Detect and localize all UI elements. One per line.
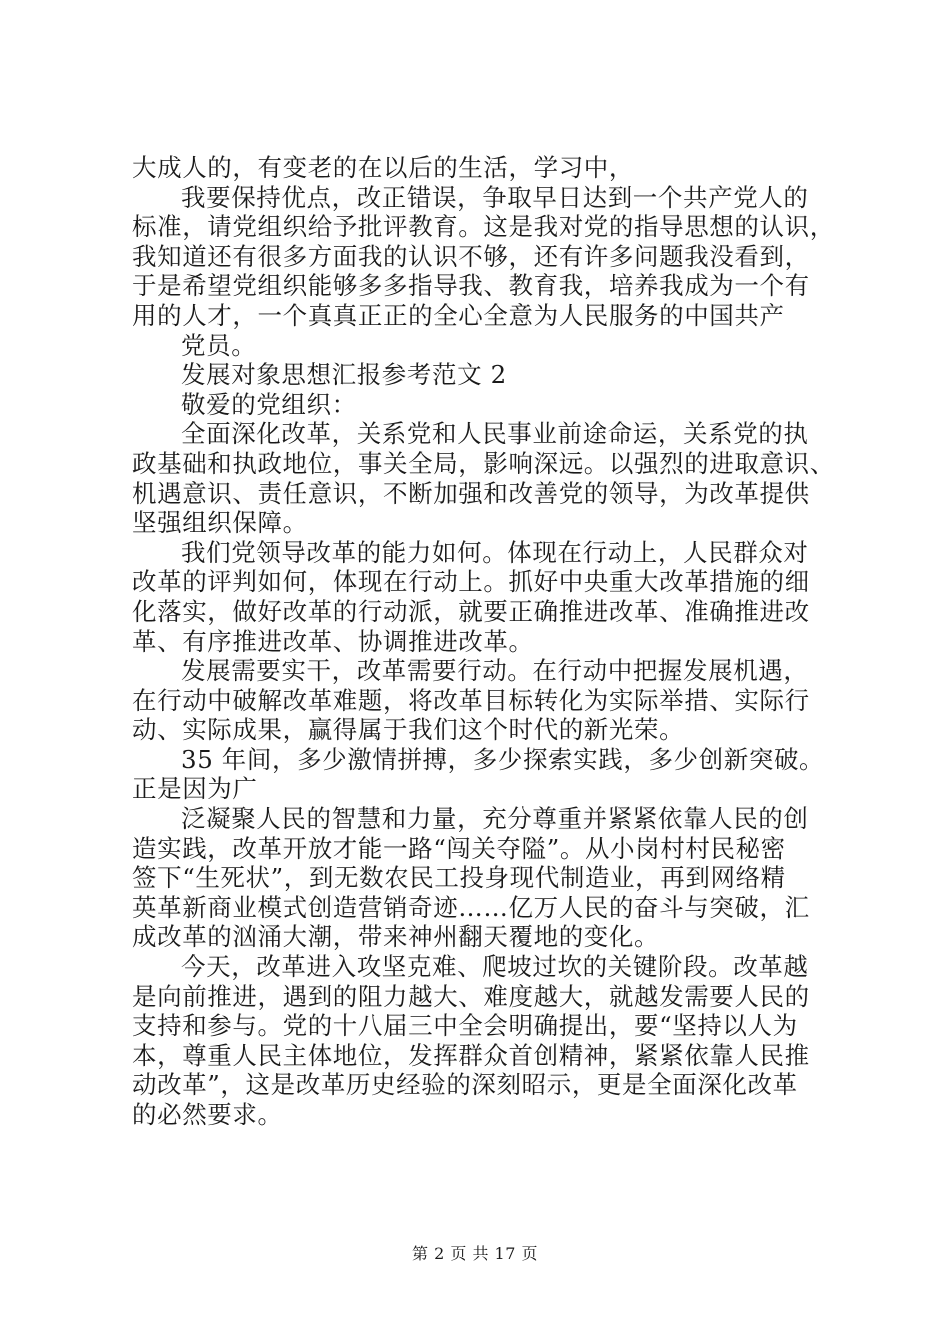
text-line: 发展需要实干，改革需要行动。在行动中把握发展机遇，	[181, 656, 809, 686]
text-line: 全面深化改革，关系党和人民事业前途命运，关系党的执	[181, 419, 809, 449]
text-line: 在行动中破解改革难题，将改革目标转化为实际举措、实际行	[132, 685, 810, 715]
text-line: 我们党领导改革的能力如何。体现在行动上，人民群众对	[181, 537, 809, 567]
text-line: 我要保持优点，改正错误，争取早日达到一个共产党人的	[181, 182, 809, 212]
text-line: 坚强组织保障。	[132, 508, 308, 538]
text-line: 机遇意识、责任意识，不断加强和改善党的领导，为改革提供	[132, 478, 810, 508]
text-line: 于是希望党组织能够多多指导我、教育我，培养我成为一个有	[132, 271, 810, 301]
text-line: 签下“生死状”，到无数农民工投身现代制造业，再到网络精	[132, 863, 786, 893]
text-line: 革、有序推进改革、协调推进改革。	[132, 626, 534, 656]
text-line: 正是因为广	[132, 774, 258, 804]
text-line: 我知道还有很多方面我的认识不够，还有许多问题我没看到，	[132, 241, 810, 271]
text-line: 改革的评判如何，体现在行动上。抓好中央重大改革措施的细	[132, 567, 810, 597]
text-line: 动改革”，这是改革历史经验的深刻昭示，更是全面深化改革	[132, 1070, 798, 1100]
text-line: 造实践，改革开放才能一路“闯关夺隘”。从小岗村村民秘密	[132, 833, 786, 863]
text-line: 的必然要求。	[132, 1100, 283, 1129]
text-line: 本，尊重人民主体地位，发挥群众首创精神，紧紧依靠人民推	[132, 1040, 810, 1070]
text-line: 35 年间，多少激情拼搏，多少探索实践，多少创新突破。	[181, 744, 825, 774]
text-line: 今天，改革进入攻坚克难、爬坡过坎的关键阶段。改革越	[181, 952, 809, 982]
page-footer: 第 2 页 共 17 页	[412, 1244, 538, 1263]
text-line: 标准，请党组织给予批评教育。这是我对党的指导思想的认识，	[132, 212, 835, 242]
text-line: 用的人才，一个真真正正的全心全意为人民服务的中国共产	[132, 300, 785, 330]
text-line: 英革新商业模式创造营销奇迹……亿万人民的奋斗与突破，汇	[132, 892, 810, 922]
text-line: 党员。	[181, 330, 257, 360]
document-body	[132, 153, 842, 1130]
text-line: 支持和参与。党的十八届三中全会明确提出，要“坚持以人为	[132, 1011, 798, 1041]
text-line: 成改革的汹涌大潮，带来神州翻天覆地的变化。	[132, 922, 660, 952]
text-line: 泛凝聚人民的智慧和力量，充分尊重并紧紧依靠人民的创	[181, 804, 809, 834]
text-line: 发展对象思想汇报参考范文 2	[181, 360, 507, 390]
text-line: 大成人的，有变老的在以后的生活，学习中，	[132, 153, 634, 182]
text-line: 化落实，做好改革的行动派，就要正确推进改革、准确推进改	[132, 596, 810, 626]
text-line: 敬爱的党组织：	[181, 389, 357, 419]
text-line: 动、实际成果，赢得属于我们这个时代的新光荣。	[132, 715, 685, 745]
text-line: 是向前推进，遇到的阻力越大、难度越大，就越发需要人民的	[132, 981, 810, 1011]
text-line: 政基础和执政地位，事关全局，影响深远。以强烈的进取意识、	[132, 448, 835, 478]
